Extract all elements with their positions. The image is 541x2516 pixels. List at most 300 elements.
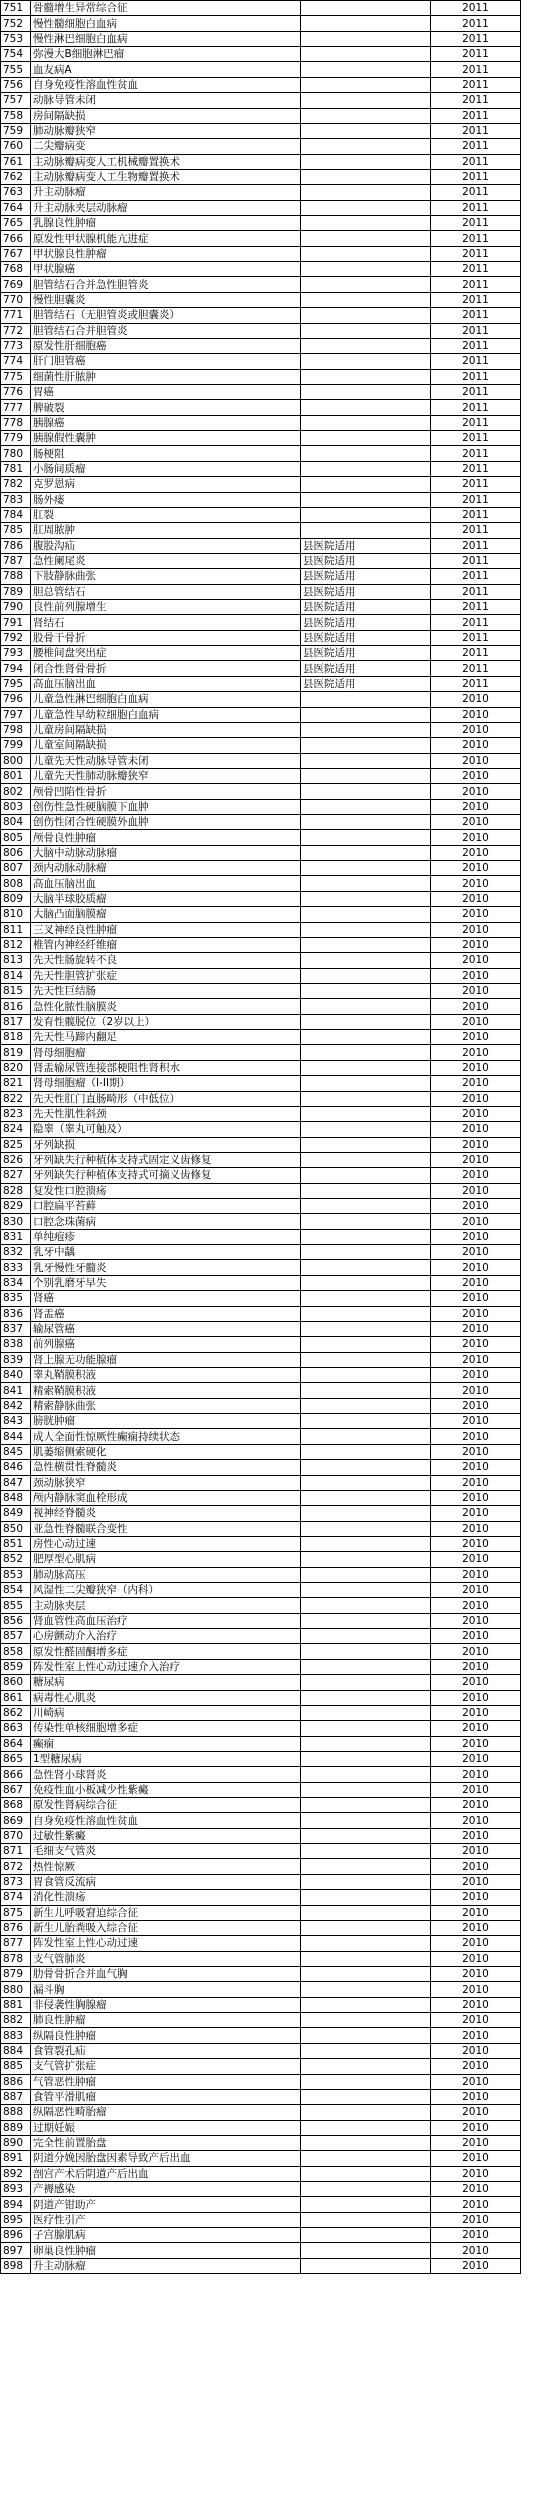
disease-name-cell[interactable]: 产褥感染 [31,2182,301,2197]
disease-name-cell[interactable]: 肺动脉瓣狭窄 [31,123,301,138]
note-cell[interactable] [301,1813,431,1828]
year-cell[interactable]: 2010 [431,1705,521,1720]
row-number-cell[interactable]: 877 [1,1936,31,1951]
row-number-cell[interactable]: 815 [1,984,31,999]
note-cell[interactable] [301,891,431,906]
year-cell[interactable]: 2010 [431,1214,521,1229]
note-cell[interactable] [301,2105,431,2120]
note-cell[interactable] [301,292,431,307]
note-cell[interactable] [301,1306,431,1321]
note-cell[interactable]: 县医院适用 [301,600,431,615]
disease-name-cell[interactable]: 乳牙中龋 [31,1245,301,1260]
year-cell[interactable]: 2010 [431,1414,521,1429]
note-cell[interactable] [301,1736,431,1751]
note-cell[interactable] [301,1045,431,1060]
note-cell[interactable] [301,1030,431,1045]
row-number-cell[interactable]: 787 [1,553,31,568]
row-number-cell[interactable]: 830 [1,1214,31,1229]
disease-name-cell[interactable]: 三叉神经良性肿瘤 [31,922,301,937]
year-cell[interactable]: 2010 [431,784,521,799]
row-number-cell[interactable]: 818 [1,1030,31,1045]
disease-name-cell[interactable]: 儿童房间隔缺损 [31,722,301,737]
note-cell[interactable] [301,1967,431,1982]
year-cell[interactable]: 2010 [431,953,521,968]
note-cell[interactable] [301,1629,431,1644]
disease-name-cell[interactable]: 阴道分娩因胎盘因素导致产后出血 [31,2151,301,2166]
disease-name-cell[interactable]: 牙列缺失行种植体支持式可摘义齿修复 [31,1168,301,1183]
row-number-cell[interactable]: 762 [1,169,31,184]
disease-name-cell[interactable]: 先天性肌性斜颈 [31,1106,301,1121]
disease-name-cell[interactable]: 胰腺假性囊肿 [31,431,301,446]
year-cell[interactable]: 2010 [431,1721,521,1736]
note-cell[interactable] [301,123,431,138]
year-cell[interactable]: 2010 [431,1874,521,1889]
year-cell[interactable]: 2011 [431,569,521,584]
row-number-cell[interactable]: 753 [1,31,31,46]
disease-name-cell[interactable]: 房性心动过速 [31,1536,301,1551]
year-cell[interactable]: 2010 [431,1076,521,1091]
row-number-cell[interactable]: 838 [1,1337,31,1352]
row-number-cell[interactable]: 862 [1,1705,31,1720]
row-number-cell[interactable]: 844 [1,1429,31,1444]
disease-name-cell[interactable]: 原发性肾病综合征 [31,1798,301,1813]
row-number-cell[interactable]: 770 [1,292,31,307]
year-cell[interactable]: 2010 [431,1091,521,1106]
row-number-cell[interactable]: 775 [1,369,31,384]
year-cell[interactable]: 2010 [431,2013,521,2028]
note-cell[interactable] [301,2182,431,2197]
disease-name-cell[interactable]: 肺动脉高压 [31,1567,301,1582]
row-number-cell[interactable]: 820 [1,1060,31,1075]
year-cell[interactable]: 2010 [431,1429,521,1444]
row-number-cell[interactable]: 763 [1,185,31,200]
disease-name-cell[interactable]: 创伤性急性硬脑膜下血肿 [31,799,301,814]
year-cell[interactable]: 2011 [431,1,521,16]
disease-name-cell[interactable]: 颅内静脉窦血栓形成 [31,1490,301,1505]
note-cell[interactable] [301,861,431,876]
disease-name-cell[interactable]: 风湿性二尖瓣狭窄（内科） [31,1583,301,1598]
disease-name-cell[interactable]: 高血压脑出血 [31,876,301,891]
year-cell[interactable]: 2010 [431,845,521,860]
year-cell[interactable]: 2010 [431,1183,521,1198]
note-cell[interactable]: 县医院适用 [301,646,431,661]
year-cell[interactable]: 2011 [431,369,521,384]
note-cell[interactable] [301,1920,431,1935]
note-cell[interactable] [301,308,431,323]
year-cell[interactable]: 2010 [431,768,521,783]
disease-name-cell[interactable]: 甲状腺癌 [31,262,301,277]
year-cell[interactable]: 2010 [431,1014,521,1029]
row-number-cell[interactable]: 829 [1,1199,31,1214]
year-cell[interactable]: 2011 [431,216,521,231]
year-cell[interactable]: 2010 [431,692,521,707]
row-number-cell[interactable]: 832 [1,1245,31,1260]
row-number-cell[interactable]: 876 [1,1920,31,1935]
note-cell[interactable] [301,1705,431,1720]
row-number-cell[interactable]: 805 [1,830,31,845]
note-cell[interactable] [301,1076,431,1091]
disease-name-cell[interactable]: 非侵袭性胸腺瘤 [31,1997,301,2012]
disease-name-cell[interactable]: 肾盂癌 [31,1306,301,1321]
row-number-cell[interactable]: 791 [1,615,31,630]
note-cell[interactable] [301,262,431,277]
disease-name-cell[interactable]: 原发性醛固酮增多症 [31,1644,301,1659]
row-number-cell[interactable]: 788 [1,569,31,584]
note-cell[interactable] [301,93,431,108]
year-cell[interactable]: 2011 [431,646,521,661]
row-number-cell[interactable]: 799 [1,738,31,753]
row-number-cell[interactable]: 782 [1,477,31,492]
year-cell[interactable]: 2010 [431,1352,521,1367]
year-cell[interactable]: 2011 [431,323,521,338]
year-cell[interactable]: 2010 [431,753,521,768]
row-number-cell[interactable]: 752 [1,16,31,31]
note-cell[interactable] [301,722,431,737]
disease-name-cell[interactable]: 二尖瓣病变 [31,139,301,154]
disease-name-cell[interactable]: 慢性髓细胞白血病 [31,16,301,31]
note-cell[interactable] [301,400,431,415]
year-cell[interactable]: 2010 [431,1460,521,1475]
row-number-cell[interactable]: 835 [1,1291,31,1306]
note-cell[interactable] [301,1137,431,1152]
year-cell[interactable]: 2010 [431,937,521,952]
year-cell[interactable]: 2010 [431,1629,521,1644]
note-cell[interactable] [301,47,431,62]
note-cell[interactable] [301,1583,431,1598]
row-number-cell[interactable]: 824 [1,1122,31,1137]
disease-name-cell[interactable]: 肛周脓肿 [31,523,301,538]
year-cell[interactable]: 2010 [431,907,521,922]
note-cell[interactable] [301,1536,431,1551]
year-cell[interactable]: 2010 [431,1367,521,1382]
year-cell[interactable]: 2010 [431,2135,521,2150]
disease-name-cell[interactable]: 胆总管结石 [31,584,301,599]
row-number-cell[interactable]: 802 [1,784,31,799]
disease-name-cell[interactable]: 肠梗阻 [31,446,301,461]
note-cell[interactable] [301,968,431,983]
disease-name-cell[interactable]: 口腔念珠菌病 [31,1214,301,1229]
year-cell[interactable]: 2011 [431,400,521,415]
note-cell[interactable] [301,523,431,538]
row-number-cell[interactable]: 848 [1,1490,31,1505]
row-number-cell[interactable]: 856 [1,1613,31,1628]
row-number-cell[interactable]: 754 [1,47,31,62]
row-number-cell[interactable]: 758 [1,108,31,123]
note-cell[interactable] [301,1905,431,1920]
row-number-cell[interactable]: 895 [1,2212,31,2227]
row-number-cell[interactable]: 883 [1,2028,31,2043]
year-cell[interactable]: 2010 [431,876,521,891]
disease-name-cell[interactable]: 病毒性心肌炎 [31,1690,301,1705]
disease-name-cell[interactable]: 良性前列腺增生 [31,600,301,615]
disease-name-cell[interactable]: 单纯疱疹 [31,1229,301,1244]
note-cell[interactable] [301,31,431,46]
year-cell[interactable]: 2011 [431,415,521,430]
year-cell[interactable]: 2010 [431,1275,521,1290]
note-cell[interactable] [301,1291,431,1306]
note-cell[interactable] [301,2043,431,2058]
row-number-cell[interactable]: 847 [1,1475,31,1490]
note-cell[interactable] [301,1321,431,1336]
disease-name-cell[interactable]: 儿童急性淋巴细胞白血病 [31,692,301,707]
row-number-cell[interactable]: 756 [1,77,31,92]
row-number-cell[interactable]: 860 [1,1675,31,1690]
year-cell[interactable]: 2010 [431,1736,521,1751]
row-number-cell[interactable]: 853 [1,1567,31,1582]
year-cell[interactable]: 2010 [431,1644,521,1659]
row-number-cell[interactable]: 823 [1,1106,31,1121]
note-cell[interactable] [301,707,431,722]
disease-name-cell[interactable]: 过敏性紫癜 [31,1828,301,1843]
year-cell[interactable]: 2011 [431,446,521,461]
year-cell[interactable]: 2011 [431,553,521,568]
disease-name-cell[interactable]: 肾母细胞瘤 [31,1045,301,1060]
row-number-cell[interactable]: 785 [1,523,31,538]
year-cell[interactable]: 2010 [431,1844,521,1859]
disease-name-cell[interactable]: 细菌性肝脓肿 [31,369,301,384]
note-cell[interactable] [301,1598,431,1613]
note-cell[interactable] [301,1997,431,2012]
note-cell[interactable] [301,1352,431,1367]
disease-name-cell[interactable]: 牙列缺损 [31,1137,301,1152]
note-cell[interactable] [301,1936,431,1951]
year-cell[interactable]: 2011 [431,584,521,599]
note-cell[interactable] [301,1091,431,1106]
disease-name-cell[interactable]: 精索鞘膜积液 [31,1383,301,1398]
row-number-cell[interactable]: 801 [1,768,31,783]
row-number-cell[interactable]: 898 [1,2258,31,2273]
row-number-cell[interactable]: 777 [1,400,31,415]
disease-name-cell[interactable]: 急性化脓性脑膜炎 [31,999,301,1014]
note-cell[interactable] [301,323,431,338]
disease-name-cell[interactable]: 急性肾小球肾炎 [31,1767,301,1782]
row-number-cell[interactable]: 879 [1,1967,31,1982]
year-cell[interactable]: 2011 [431,31,521,46]
disease-name-cell[interactable]: 颈动脉狭窄 [31,1475,301,1490]
note-cell[interactable] [301,446,431,461]
disease-name-cell[interactable]: 肛裂 [31,507,301,522]
year-cell[interactable]: 2011 [431,47,521,62]
year-cell[interactable]: 2010 [431,1030,521,1045]
note-cell[interactable] [301,1951,431,1966]
note-cell[interactable] [301,2197,431,2212]
row-number-cell[interactable]: 811 [1,922,31,937]
disease-name-cell[interactable]: 亚急性脊髓联合变性 [31,1521,301,1536]
row-number-cell[interactable]: 854 [1,1583,31,1598]
note-cell[interactable] [301,2151,431,2166]
disease-name-cell[interactable]: 剖宫产术后阴道产后出血 [31,2166,301,2181]
year-cell[interactable]: 2011 [431,384,521,399]
disease-name-cell[interactable]: 升主动脉瘤 [31,185,301,200]
year-cell[interactable]: 2011 [431,93,521,108]
row-number-cell[interactable]: 759 [1,123,31,138]
note-cell[interactable] [301,1798,431,1813]
note-cell[interactable] [301,62,431,77]
disease-name-cell[interactable]: 原发性肝细胞癌 [31,338,301,353]
note-cell[interactable] [301,845,431,860]
year-cell[interactable]: 2010 [431,1967,521,1982]
year-cell[interactable]: 2011 [431,538,521,553]
note-cell[interactable]: 县医院适用 [301,584,431,599]
disease-name-cell[interactable]: 肠外瘘 [31,492,301,507]
disease-name-cell[interactable]: 心房颤动介入治疗 [31,1629,301,1644]
year-cell[interactable]: 2010 [431,1828,521,1843]
year-cell[interactable]: 2010 [431,1890,521,1905]
disease-name-cell[interactable]: 颈内动脉动脉瘤 [31,861,301,876]
row-number-cell[interactable]: 893 [1,2182,31,2197]
row-number-cell[interactable]: 765 [1,216,31,231]
note-cell[interactable] [301,2166,431,2181]
note-cell[interactable] [301,1398,431,1413]
row-number-cell[interactable]: 878 [1,1951,31,1966]
disease-name-cell[interactable]: 纵隔恶性畸胎瘤 [31,2105,301,2120]
note-cell[interactable] [301,1644,431,1659]
disease-name-cell[interactable]: 胆管结石合并胆管炎 [31,323,301,338]
row-number-cell[interactable]: 784 [1,507,31,522]
year-cell[interactable]: 2011 [431,185,521,200]
row-number-cell[interactable]: 789 [1,584,31,599]
year-cell[interactable]: 2010 [431,1122,521,1137]
year-cell[interactable]: 2010 [431,1782,521,1797]
year-cell[interactable]: 2010 [431,1106,521,1121]
row-number-cell[interactable]: 852 [1,1552,31,1567]
row-number-cell[interactable]: 776 [1,384,31,399]
row-number-cell[interactable]: 861 [1,1690,31,1705]
year-cell[interactable]: 2011 [431,661,521,676]
note-cell[interactable] [301,216,431,231]
year-cell[interactable]: 2010 [431,2120,521,2135]
row-number-cell[interactable]: 812 [1,937,31,952]
year-cell[interactable]: 2011 [431,139,521,154]
disease-name-cell[interactable]: 先天性胆管扩张症 [31,968,301,983]
row-number-cell[interactable]: 840 [1,1367,31,1382]
year-cell[interactable]: 2010 [431,1905,521,1920]
row-number-cell[interactable]: 806 [1,845,31,860]
row-number-cell[interactable]: 869 [1,1813,31,1828]
row-number-cell[interactable]: 751 [1,1,31,16]
row-number-cell[interactable]: 872 [1,1859,31,1874]
year-cell[interactable]: 2010 [431,1798,521,1813]
row-number-cell[interactable]: 871 [1,1844,31,1859]
year-cell[interactable]: 2010 [431,1306,521,1321]
note-cell[interactable] [301,1245,431,1260]
disease-name-cell[interactable]: 传染性单核细胞增多症 [31,1721,301,1736]
note-cell[interactable] [301,876,431,891]
note-cell[interactable] [301,185,431,200]
year-cell[interactable]: 2011 [431,108,521,123]
note-cell[interactable] [301,1506,431,1521]
year-cell[interactable]: 2010 [431,2151,521,2166]
year-cell[interactable]: 2010 [431,2182,521,2197]
note-cell[interactable] [301,1460,431,1475]
note-cell[interactable]: 县医院适用 [301,630,431,645]
year-cell[interactable]: 2010 [431,984,521,999]
row-number-cell[interactable]: 761 [1,154,31,169]
year-cell[interactable]: 2010 [431,1199,521,1214]
disease-name-cell[interactable]: 先天性肠旋转不良 [31,953,301,968]
row-number-cell[interactable]: 864 [1,1736,31,1751]
row-number-cell[interactable]: 819 [1,1045,31,1060]
disease-name-cell[interactable]: 子宫腺肌病 [31,2228,301,2243]
row-number-cell[interactable]: 804 [1,815,31,830]
note-cell[interactable] [301,507,431,522]
year-cell[interactable]: 2010 [431,815,521,830]
year-cell[interactable]: 2011 [431,630,521,645]
row-number-cell[interactable]: 816 [1,999,31,1014]
row-number-cell[interactable]: 779 [1,431,31,446]
year-cell[interactable]: 2010 [431,707,521,722]
note-cell[interactable] [301,1567,431,1582]
disease-name-cell[interactable]: 热性惊厥 [31,1859,301,1874]
year-cell[interactable]: 2010 [431,1045,521,1060]
year-cell[interactable]: 2011 [431,292,521,307]
disease-name-cell[interactable]: 口腔扁平苔藓 [31,1199,301,1214]
row-number-cell[interactable]: 897 [1,2243,31,2258]
row-number-cell[interactable]: 882 [1,2013,31,2028]
disease-name-cell[interactable]: 闭合性肾骨骨折 [31,661,301,676]
year-cell[interactable]: 2010 [431,1490,521,1505]
row-number-cell[interactable]: 875 [1,1905,31,1920]
row-number-cell[interactable]: 831 [1,1229,31,1244]
note-cell[interactable] [301,2074,431,2089]
disease-name-cell[interactable]: 膀胱肿瘤 [31,1414,301,1429]
row-number-cell[interactable]: 773 [1,338,31,353]
year-cell[interactable]: 2010 [431,1337,521,1352]
year-cell[interactable]: 2010 [431,1598,521,1613]
disease-name-cell[interactable]: 肾盂输尿管连接部梗阻性肾积水 [31,1060,301,1075]
disease-name-cell[interactable]: 牙列缺失行种植体支持式固定义齿修复 [31,1152,301,1167]
year-cell[interactable]: 2011 [431,354,521,369]
note-cell[interactable] [301,1659,431,1674]
note-cell[interactable] [301,815,431,830]
year-cell[interactable]: 2010 [431,2258,521,2273]
note-cell[interactable] [301,1152,431,1167]
disease-name-cell[interactable]: 隐睾（睾丸可触及） [31,1122,301,1137]
year-cell[interactable]: 2011 [431,123,521,138]
disease-name-cell[interactable]: 颅骨良性肿瘤 [31,830,301,845]
note-cell[interactable] [301,369,431,384]
year-cell[interactable]: 2010 [431,2105,521,2120]
disease-name-cell[interactable]: 肺良性肿瘤 [31,2013,301,2028]
note-cell[interactable]: 县医院适用 [301,661,431,676]
disease-name-cell[interactable]: 毛细支气管炎 [31,1844,301,1859]
note-cell[interactable] [301,1337,431,1352]
disease-name-cell[interactable]: 腹股沟疝 [31,538,301,553]
note-cell[interactable] [301,415,431,430]
note-cell[interactable] [301,492,431,507]
disease-name-cell[interactable]: 动脉导管未闭 [31,93,301,108]
year-cell[interactable]: 2011 [431,16,521,31]
disease-name-cell[interactable]: 先天性马蹄内翻足 [31,1030,301,1045]
year-cell[interactable]: 2010 [431,2197,521,2212]
row-number-cell[interactable]: 760 [1,139,31,154]
year-cell[interactable]: 2010 [431,1583,521,1598]
note-cell[interactable] [301,1414,431,1429]
note-cell[interactable] [301,1014,431,1029]
row-number-cell[interactable]: 792 [1,630,31,645]
disease-name-cell[interactable]: 大脑凸面脑膜瘤 [31,907,301,922]
year-cell[interactable]: 2010 [431,1567,521,1582]
disease-name-cell[interactable]: 肋骨骨折合并血气胸 [31,1967,301,1982]
note-cell[interactable] [301,1106,431,1121]
note-cell[interactable] [301,2135,431,2150]
year-cell[interactable]: 2010 [431,1291,521,1306]
year-cell[interactable]: 2010 [431,1675,521,1690]
disease-name-cell[interactable]: 纵隔良性肿瘤 [31,2028,301,2043]
year-cell[interactable]: 2010 [431,738,521,753]
row-number-cell[interactable]: 794 [1,661,31,676]
year-cell[interactable]: 2010 [431,2243,521,2258]
